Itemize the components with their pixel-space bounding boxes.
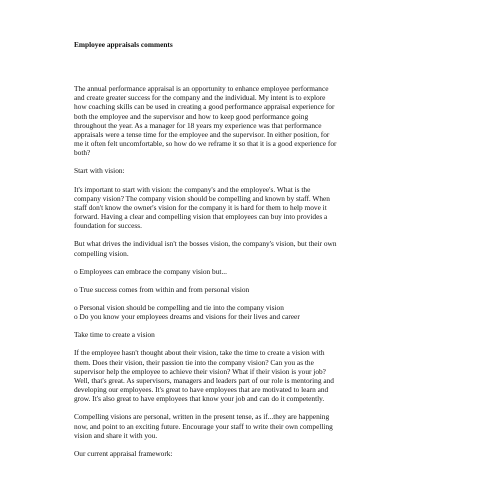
text-line: them. Does their vision, their passion tie into the company vision? Can you as the <box>74 357 314 367</box>
text-line: o True success comes from within and from personal vision <box>74 284 250 294</box>
paragraph <box>74 166 424 175</box>
text-line: company vision? The company vision should be compelling and known by staff. When <box>74 193 330 203</box>
text-line: supervisor help the employee to achieve their vision? What if their vision is your job? <box>74 366 326 376</box>
text-line: staff don't know the owner's vision for the company it is hard for them to help move it <box>74 202 327 212</box>
text-line: both the employee and the supervisor and how to keep good performance going <box>74 111 309 121</box>
text-line: now, and point to an exciting future. Encourage your staff to write their own compelling <box>74 421 333 431</box>
text-line: throughout the year. As a manager for 18 years my experience was that performance <box>74 120 322 130</box>
document-body <box>74 84 424 458</box>
text-line: Well, that's great. As supervisors, managers and leaders part of our role is mentoring and <box>74 375 334 385</box>
text-line: vision and share it with you. <box>74 430 158 440</box>
paragraph <box>74 348 424 403</box>
text-line: grow. It's also great to have employees that know your job and can do it competently. <box>74 394 325 404</box>
text-line: o Personal vision should be compelling and tie into the company vision <box>74 302 284 312</box>
text-line: developing our employees. It's great to have employees that are motivated to learn and <box>74 385 329 395</box>
document-page <box>74 40 424 467</box>
paragraph <box>74 185 424 231</box>
text-line: both? <box>74 148 91 158</box>
text-line: me it often felt uncomfortable, so how do we reframe it so that it is a good experience for <box>74 139 337 149</box>
paragraph <box>74 449 424 458</box>
paragraph <box>74 84 424 157</box>
text-line: But what drives the individual isn't the bosses vision, the company's vision, but their own <box>74 239 337 249</box>
document-title: Employee appraisals comments <box>74 40 173 49</box>
text-line: o Do you know your employees dreams and visions for their lives and career <box>74 312 300 322</box>
text-line: Our current appraisal framework: <box>74 448 173 458</box>
text-line: forward. Having a clear and compelling vision that employees can buy into provides a <box>74 212 328 222</box>
text-line: It's important to start with vision: the company's and the employee's. What is the <box>74 184 311 194</box>
text-line: foundation for success. <box>74 221 142 231</box>
text-line: If the employee hasn't thought about their vision, take the time to create a vision with <box>74 348 325 358</box>
text-line: Compelling visions are personal, written in the present tense, as if...they are happening <box>74 412 330 422</box>
text-line: compelling vision. <box>74 248 129 258</box>
paragraph <box>74 267 424 276</box>
text-line: how coaching skills can be used in creating a good performance appraisal experience for <box>74 102 335 112</box>
paragraph <box>74 412 424 439</box>
text-line: Start with vision: <box>74 166 125 176</box>
paragraph <box>74 303 424 321</box>
paragraph <box>74 285 424 294</box>
text-line: Take time to create a vision <box>74 330 155 340</box>
paragraph <box>74 239 424 257</box>
text-line: o Employees can embrace the company vision but... <box>74 266 227 276</box>
text-line: appraisals were a tense time for the employee and the supervisor. In either position, for <box>74 129 330 139</box>
paragraph <box>74 330 424 339</box>
text-line: and create greater success for the company and the individual. My intent is to explore <box>74 93 326 103</box>
text-line: The annual performance appraisal is an opportunity to enhance employee performance <box>74 84 329 94</box>
